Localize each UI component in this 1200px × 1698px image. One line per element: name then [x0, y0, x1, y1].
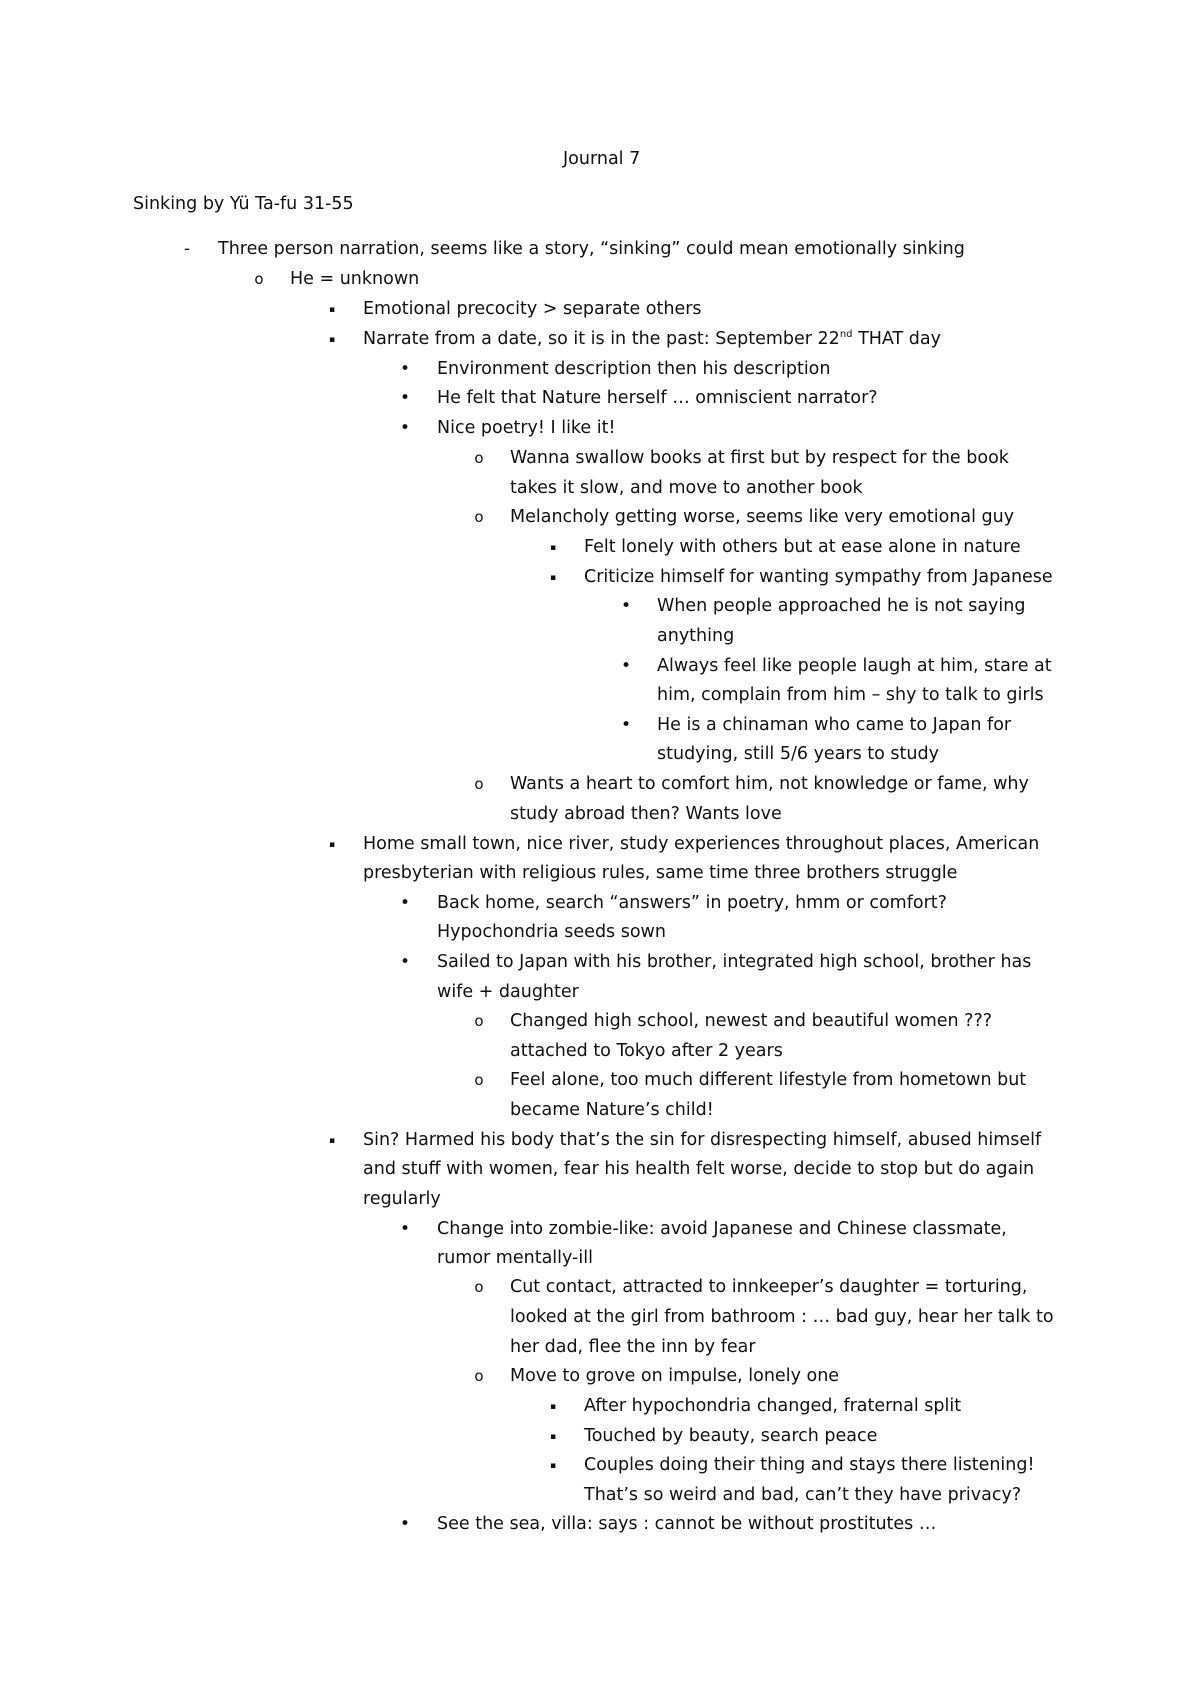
square-bullet: ▪	[328, 1136, 336, 1146]
square-bullet: ▪	[328, 305, 336, 315]
list-item-continued: and stuff with women, fear his health felt worse, decide to stop but do again	[363, 1159, 1035, 1179]
list-item-continued: wife + daughter	[437, 982, 579, 1002]
list-item: He = unknown	[290, 269, 420, 289]
list-item: Change into zombie-like: avoid Japanese and Chinese classmate,	[437, 1219, 1007, 1239]
list-item: Criticize himself for wanting sympathy from Japanese	[584, 567, 1053, 587]
square-bullet: ▪	[328, 840, 336, 850]
list-item: Nice poetry! I like it!	[437, 418, 616, 438]
list-item: Melancholy getting worse, seems like very emotional guy	[510, 507, 1015, 527]
list-item-continued: studying, still 5/6 years to study	[657, 744, 939, 764]
list-item-text: THAT day	[852, 329, 941, 349]
list-item: Couples doing their thing and stays there listening!	[584, 1455, 1035, 1475]
circle-bullet: o	[254, 270, 264, 288]
list-item: Back home, search “answers” in poetry, hmm or comfort?	[437, 893, 947, 913]
list-item: When people approached he is not saying	[657, 596, 1026, 616]
list-item-continued: presbyterian with religious rules, same time three brothers struggle	[363, 863, 958, 883]
reading-heading: Sinking by Yü Ta-fu 31-55	[133, 194, 354, 214]
list-item: Changed high school, newest and beautiful women ???	[510, 1011, 993, 1031]
page-title: Journal 7	[563, 149, 641, 169]
dot-bullet: •	[620, 596, 632, 616]
list-item: Move to grove on impulse, lonely one	[510, 1366, 840, 1386]
list-item: He is a chinaman who came to Japan for	[657, 715, 1012, 735]
list-item: Wants a heart to comfort him, not knowledge or fame, why	[510, 774, 1029, 794]
dot-bullet: •	[399, 893, 411, 913]
dot-bullet: •	[399, 388, 411, 408]
dot-bullet: •	[399, 1219, 411, 1239]
circle-bullet: o	[474, 1012, 484, 1030]
list-item: Cut contact, attracted to innkeeper’s daughter = torturing,	[510, 1277, 1028, 1297]
dot-bullet: •	[399, 418, 411, 438]
list-item-continued: rumor mentally-ill	[437, 1248, 593, 1268]
list-item: Sailed to Japan with his brother, integrated high school, brother has	[437, 952, 1032, 972]
dot-bullet: •	[620, 715, 632, 735]
square-bullet: ▪	[549, 543, 557, 553]
dot-bullet: •	[399, 952, 411, 972]
list-item	[363, 331, 941, 349]
list-item: He felt that Nature herself … omniscient narrator?	[437, 388, 878, 408]
list-item: Feel alone, too much different lifestyle from hometown but	[510, 1070, 1027, 1090]
list-item: Emotional precocity > separate others	[363, 299, 702, 319]
list-item: Always feel like people laugh at him, stare at	[657, 656, 1052, 676]
list-item-text: Narrate from a date, so it is in the past: September 22	[363, 329, 840, 349]
circle-bullet: o	[474, 449, 484, 467]
list-item: Environment description then his description	[437, 359, 831, 379]
square-bullet: ▪	[549, 1432, 557, 1442]
ordinal-suffix: nd	[839, 329, 853, 340]
square-bullet: ▪	[549, 1402, 557, 1412]
circle-bullet: o	[474, 1278, 484, 1296]
square-bullet: ▪	[328, 335, 336, 345]
list-item: After hypochondria changed, fraternal split	[584, 1396, 962, 1416]
list-item: Home small town, nice river, study experiences throughout places, American	[363, 834, 1040, 854]
dot-bullet: •	[399, 1514, 411, 1534]
circle-bullet: o	[474, 1071, 484, 1089]
list-item: Three person narration, seems like a story, “sinking” could mean emotionally sinking	[218, 239, 965, 259]
circle-bullet: o	[474, 1367, 484, 1385]
square-bullet: ▪	[549, 1461, 557, 1471]
list-item-continued: regularly	[363, 1189, 441, 1209]
list-item-continued: became Nature’s child!	[510, 1100, 714, 1120]
circle-bullet: o	[474, 508, 484, 526]
list-item: See the sea, villa: says : cannot be without prostitutes …	[437, 1514, 937, 1534]
dot-bullet: •	[399, 359, 411, 379]
dash-bullet: -	[183, 239, 191, 259]
list-item-continued: looked at the girl from bathroom : … bad guy, hear her talk to	[510, 1307, 1054, 1327]
list-item-continued: That’s so weird and bad, can’t they have privacy?	[584, 1485, 1022, 1505]
list-item: Touched by beauty, search peace	[584, 1426, 878, 1446]
list-item-continued: study abroad then? Wants love	[510, 804, 782, 824]
square-bullet: ▪	[549, 573, 557, 583]
list-item: Sin? Harmed his body that’s the sin for disrespecting himself, abused himself	[363, 1130, 1042, 1150]
list-item-continued: takes it slow, and move to another book	[510, 478, 863, 498]
list-item-continued: Hypochondria seeds sown	[437, 922, 666, 942]
dot-bullet: •	[620, 656, 632, 676]
list-item-continued: attached to Tokyo after 2 years	[510, 1041, 783, 1061]
circle-bullet: o	[474, 775, 484, 793]
list-item-continued: anything	[657, 626, 735, 646]
list-item: Felt lonely with others but at ease alone in nature	[584, 537, 1021, 557]
list-item: Wanna swallow books at first but by respect for the book	[510, 448, 1009, 468]
list-item-continued: him, complain from him – shy to talk to girls	[657, 685, 1044, 705]
list-item-continued: her dad, flee the inn by fear	[510, 1337, 756, 1357]
